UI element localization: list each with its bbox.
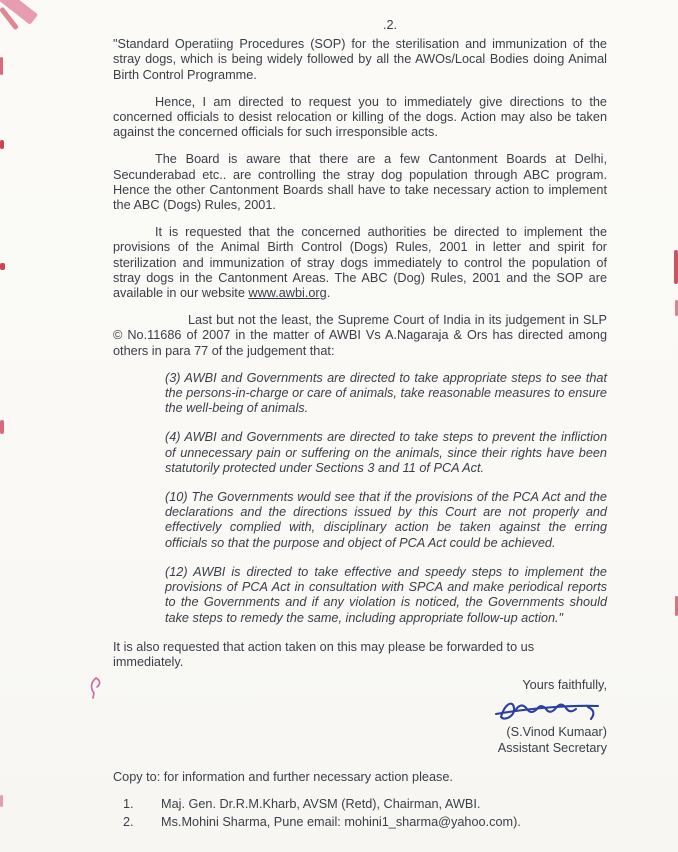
- copy-to-line: Copy to: for information and further necessary action please.: [113, 769, 453, 784]
- copy-item-text: Ms.Mohini Sharma, Pune email: mohini1_sharma@yahoo.com).: [161, 815, 521, 830]
- signature: [493, 695, 601, 725]
- valediction: Yours faithfully,: [522, 678, 607, 693]
- judgement-quote-4: (4) AWBI and Governments are directed to take steps to prevent the infliction of unnecessary pain or suffering on the animals, since their rights have been statutorily protected under Sections 3 and 11 of PCA Act.: [165, 430, 607, 475]
- copy-item-text: Maj. Gen. Dr.R.M.Kharb, AVSM (Retd), Chairman, AWBI.: [161, 796, 481, 811]
- scan-artifact-left-3: [0, 263, 5, 270]
- copy-item-number: 1.: [123, 796, 134, 811]
- paragraph-supreme-court: Last but not the least, the Supreme Court of India in its judgement in SLP © No.11686 of 2007 in the matter of AWBI Vs A.Nagaraja & Ors has directed among others in para 77 of the judgement that:: [113, 313, 607, 358]
- copy-list-item-1: [123, 797, 607, 812]
- judgement-quote-10: (10) The Governments would see that if the provisions of the PCA Act and the declarations and the directions issued by this Court are not properly and effectively complied with, disciplinary action be taken against the erring officials so that the purpose and object of PCA Act could be achieved.: [165, 490, 607, 550]
- signatory-title: Assistant Secretary: [497, 740, 607, 755]
- scan-artifact-bottom-1: [0, 795, 3, 807]
- pen-mark: [88, 676, 102, 704]
- signatory-name: (S.Vinod Kumaar): [506, 725, 607, 740]
- scan-artifact-left-2: [0, 140, 4, 149]
- paragraph-hence: Hence, I am directed to request you to immediately give directions to the concerned officials to desist relocation or killing of the dogs. Action may also be taken against the concerned officials for such irresponsible acts.: [113, 94, 607, 140]
- scan-artifact-right-1: [674, 250, 678, 284]
- paragraph-requested: [113, 225, 607, 301]
- awbi-website-link[interactable]: www.awbi.org: [248, 286, 327, 301]
- judgement-quote-3: (3) AWBI and Governments are directed to take appropriate steps to see that the persons-in-charge or care of animals, take reasonable measures to ensure the well-being of animals.: [165, 370, 607, 416]
- paragraph-requested-period: .: [326, 286, 331, 301]
- paragraph-sop: "Standard Operatiing Procedures (SOP) for the sterilisation and immunization of the stray dogs, which is being widely followed by all the AWOs/Local Bodies doing Animal Birth Control Programme.: [113, 37, 607, 82]
- paragraph-closing: It is also requested that action taken on this may please be forwarded to us immediately.: [113, 639, 535, 669]
- paragraph-requested-text: It is requested that the concerned authorities be directed to implement the provisions of the Animal Birth Control (Dogs) Rules, 2001 in letter and spirit for sterilization and immunization of stray dogs immediately to control the population of stray dogs in the Cantonment Areas. The ABC (Dog) Rules, 2001 and the SOP are available in our website: [113, 225, 607, 301]
- paragraph-board: The Board is aware that there are a few Cantonment Boards at Delhi, Secunderabad etc.. are controlling the stray dog population through ABC program. Hence the other Cantonment Boards shall have to take necessary action to implement the ABC (Dogs) Rules, 2001.: [113, 152, 607, 213]
- judgement-quote-12: (12) AWBI is directed to take effective and speedy steps to implement the provisions of PCA Act in consultation with SPCA and make periodical reports to the Governments and if any violation is noticed, the Governments should take steps to remedy the same, including appropriate follow-up action.": [165, 564, 607, 625]
- scan-artifact-left-4: [0, 420, 4, 434]
- page-number: .2.: [382, 18, 398, 32]
- scan-artifact-left-1: [0, 57, 3, 75]
- signoff-block: [113, 678, 607, 756]
- copy-item-number: 2.: [123, 815, 134, 830]
- copy-list-item-2: [123, 815, 607, 830]
